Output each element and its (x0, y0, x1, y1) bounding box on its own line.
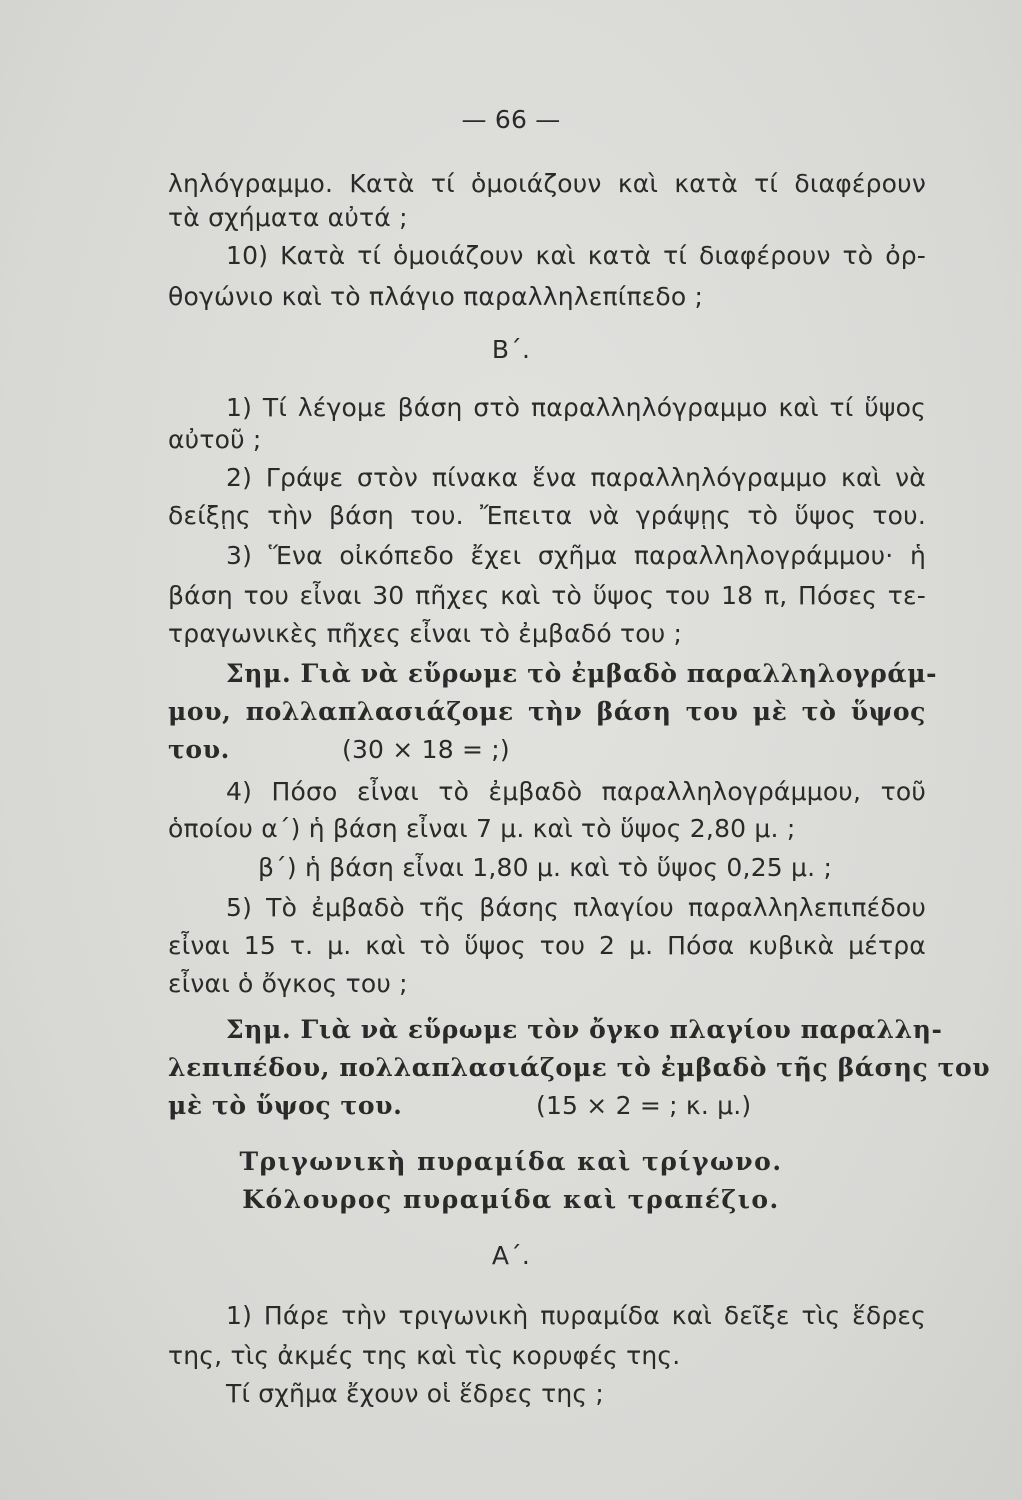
paragraph-line: ληλόγραμμο. Κατὰ τί ὁμοιάζουν καὶ κατὰ τί διαφέρουν (168, 169, 926, 198)
question-line: δείξῃς τὴν βάση του. Ἔπειτα νὰ γράψῃς τὸ ὕψος του. (168, 501, 926, 530)
question-line: β΄) ἡ βάση εἶναι 1,80 μ. καὶ τὸ ὕψος 0,25 μ. ; (258, 853, 833, 882)
section-heading-b: Β΄. (491, 335, 531, 364)
question-line: 1) Τί λέγομε βάση στὸ παραλληλόγραμμο καὶ τί ὕψος (226, 393, 926, 422)
question-line: 1) Πάρε τὴν τριγωνικὴ πυραμίδα καὶ δεῖξε τὶς ἕδρες (226, 1301, 926, 1330)
question-line: 4) Πόσο εἶναι τὸ ἐμβαδὸ παραλληλογράμμου, τοῦ (226, 777, 926, 806)
question-line: εἶναι 15 τ. μ. καὶ τὸ ὕψος του 2 μ. Πόσα κυβικὰ μέτρα (168, 931, 926, 960)
question-line: ὁποίου α΄) ἡ βάση εἶναι 7 μ. καὶ τὸ ὕψος 2,80 μ. ; (168, 814, 796, 843)
note-line: του. (168, 735, 230, 764)
question-line: βάση του εἶναι 30 πῆχες καὶ τὸ ὕψος του 18 π, Πόσες τε- (168, 581, 926, 610)
question-line: Τί σχῆμα ἔχουν οἱ ἕδρες της ; (226, 1379, 605, 1408)
question-line: τραγωνικὲς πῆχες εἶναι τὸ ἐμβαδό του ; (168, 619, 683, 648)
note-line: Σημ. Γιὰ νὰ εὕρωμε τὸν ὄγκο πλαγίου παραλλη- (226, 1015, 943, 1044)
note-line: Σημ. Γιὰ νὰ εὕρωμε τὸ ἐμβαδὸ παραλληλογράμ- (226, 659, 938, 688)
question-line: 3) Ἕνα οἰκόπεδο ἔχει σχῆμα παραλληλογράμμου· ἡ (226, 541, 926, 570)
note-formula: (15 × 2 = ; κ. μ.) (536, 1091, 752, 1120)
question-line: 5) Τὸ ἐμβαδὸ τῆς βάσης πλαγίου παραλληλεπιπέδου (226, 893, 926, 922)
note-formula: (30 × 18 = ;) (342, 735, 510, 764)
paragraph-line: τὰ σχήματα αὐτά ; (168, 203, 408, 232)
note-line: λεπιπέδου, πολλαπλασιάζομε τὸ ἐμβαδὸ τῆς βάσης του (168, 1053, 991, 1082)
question-line: 10) Κατὰ τί ὁμοιάζουν καὶ κατὰ τί διαφέρουν τὸ ὀρ- (226, 241, 926, 270)
question-line: 2) Γράψε στὸν πίνακα ἕνα παραλληλόγραμμο καὶ νὰ (226, 463, 926, 492)
chapter-heading: Κόλουρος πυραμίδα καὶ τραπέζιο. (242, 1185, 780, 1214)
chapter-heading: Τριγωνικὴ πυραμίδα καὶ τρίγωνο. (239, 1147, 783, 1176)
question-line: της, τὶς ἀκμές της καὶ τὶς κορυφές της. (168, 1341, 681, 1370)
note-line: μου, πολλαπλασιάζομε τὴν βάση του μὲ τὸ ὕψος (168, 697, 926, 726)
question-line: εἶναι ὁ ὄγκος του ; (168, 969, 408, 998)
note-line: μὲ τὸ ὕψος του. (168, 1091, 403, 1120)
page-number: — 66 — (461, 105, 561, 134)
question-line: θογώνιο καὶ τὸ πλάγιο παραλληλεπίπεδο ; (168, 282, 704, 311)
question-line: αὐτοῦ ; (168, 425, 262, 454)
section-heading-a: Α΄. (491, 1241, 531, 1270)
